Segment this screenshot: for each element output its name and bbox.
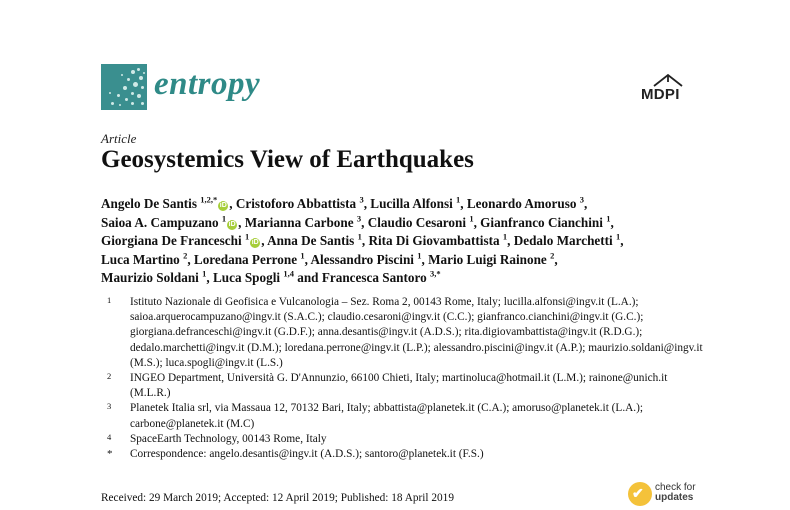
affiliation-text: Istituto Nazionale di Geofisica e Vulcanologia – Sez. Roma 2, 00143 Rome, Italy; lucilla.alfonsi@ingv.it (L.A.); saioa.arquerocampuzano@ingv.it (S.A.C.); claudio.cesaroni@ingv.it (C.C.); gianfranco.cianchini@ingv.it (G.C.); giorgiana.defranceschi@ingv.it (G.D.F.); anna.desantis@ingv.it (A.D.S.); rita.digiovambattista@ingv.it (R.D.G.); dedalo.marchetti@ingv.it (D.M.); loredana.perrone@ingv.it (L.P.); alessandro.piscini@ingv.it (A.P.); maurizio.soldani@ingv.it (M.S.); luca.spogli@ingv.it (L.S.): [130, 296, 703, 369]
author-name[interactable]: Gianfranco Cianchini: [480, 214, 603, 230]
author-affiliation-marker: 3,*: [430, 268, 441, 279]
received-line: Received: 29 March 2019; Accepted: 12 April 2019; Published: 18 April 2019: [101, 492, 454, 504]
check-icon: ✔: [628, 482, 652, 506]
logo-dot: [131, 102, 134, 105]
author-name[interactable]: Mario Luigi Rainone: [428, 251, 547, 267]
author-separator: ,: [261, 233, 268, 249]
author-affiliation-marker: 1: [616, 231, 621, 242]
author-separator: ,: [610, 214, 614, 230]
affiliation-item: [107, 447, 707, 462]
author-affiliation-marker: 1: [606, 213, 611, 224]
author-affiliation-marker: 1: [221, 213, 227, 224]
author-separator: ,: [421, 251, 429, 267]
author-separator: ,: [304, 251, 311, 267]
logo-dot: [111, 102, 114, 105]
logo-dot: [123, 86, 127, 90]
author-separator: and: [293, 270, 322, 286]
logo-dot: [137, 68, 140, 71]
author-affiliation-marker: 1: [502, 231, 508, 242]
author-separator: ,: [620, 233, 624, 249]
badge-line-2: updates: [655, 492, 694, 503]
publisher-name: MDPI: [641, 86, 680, 103]
orcid-icon[interactable]: iD: [219, 202, 227, 209]
logo-dot: [141, 102, 144, 105]
author-affiliation-marker: 1: [202, 268, 207, 279]
author-name[interactable]: Anna De Santis: [267, 233, 355, 249]
author-separator: ,: [460, 196, 467, 211]
affiliation-item: [107, 295, 707, 371]
author-name[interactable]: Loredana Perrone: [193, 251, 298, 267]
author-separator: ,: [583, 196, 588, 211]
author-affiliation-marker: 1: [469, 213, 474, 224]
article-type: Article: [101, 131, 137, 146]
author-affiliation-marker: 3: [356, 213, 362, 224]
author-name[interactable]: Marianna Carbone: [244, 214, 354, 230]
author-name[interactable]: Cristoforo Abbattista: [235, 196, 357, 211]
check-for-updates-badge[interactable]: [628, 480, 708, 510]
author-separator: ,: [363, 196, 371, 211]
logo-dot: [131, 92, 134, 95]
logo-dot: [119, 104, 121, 106]
author-name[interactable]: Lucilla Alfonsi: [370, 196, 453, 211]
author-affiliation-marker: 1: [244, 231, 250, 242]
affiliation-item: [107, 401, 707, 431]
affiliation-text: INGEO Department, Università G. D'Annunzio, 66100 Chieti, Italy; martinoluca@hotmail.it (L.M.); rainone@unich.it (M.L.R.): [130, 372, 668, 400]
author-name[interactable]: Rita Di Giovambattista: [368, 233, 500, 249]
logo-dot: [109, 92, 111, 94]
author-name[interactable]: Claudio Cesaroni: [367, 214, 467, 230]
logo-dot: [125, 98, 128, 101]
logo-dot: [117, 94, 120, 97]
logo-dot: [131, 70, 135, 74]
logo-dot: [133, 82, 138, 87]
logo-dot: [127, 78, 130, 81]
author-affiliation-marker: 1,4: [283, 268, 294, 279]
author-affiliation-marker: 2: [550, 250, 555, 261]
author-separator: ,: [554, 251, 558, 267]
author-affiliation-marker: 1: [417, 250, 422, 261]
affiliation-number: 4: [107, 431, 112, 442]
author-name[interactable]: Francesca Santoro: [321, 270, 427, 286]
author-separator: ,: [206, 270, 213, 286]
journal-logo: [101, 64, 147, 110]
author-separator: ,: [187, 251, 194, 267]
author-affiliation-marker: 1: [357, 231, 362, 242]
publisher-logo: [640, 72, 696, 108]
author-separator: ,: [361, 233, 369, 249]
logo-dot: [143, 72, 145, 74]
badge-line-1: check for: [655, 482, 696, 493]
author-separator: ,: [361, 214, 368, 230]
author-name[interactable]: Angelo De Santis: [101, 196, 197, 211]
author-name[interactable]: Luca Martino: [101, 251, 180, 267]
author-affiliation-marker: 2: [183, 250, 188, 261]
author-name[interactable]: Alessandro Piscini: [310, 251, 414, 267]
author-name[interactable]: Luca Spogli: [212, 270, 281, 286]
affiliation-number: 3: [107, 401, 112, 412]
author-list: [101, 195, 701, 288]
author-separator: ,: [507, 233, 514, 249]
author-name[interactable]: Giorgiana De Franceschi: [101, 233, 242, 249]
author-affiliation-marker: 1: [300, 250, 305, 261]
author-affiliation-marker: 1,2,*: [200, 194, 218, 205]
affiliation-number: *: [107, 448, 113, 461]
author-affiliation-marker: 1: [456, 194, 461, 205]
affiliation-text: SpaceEarth Technology, 00143 Rome, Italy: [130, 432, 327, 445]
logo-dot: [121, 74, 123, 76]
author-affiliation-marker: 3: [579, 194, 584, 205]
orcid-icon[interactable]: iD: [251, 239, 259, 247]
affiliation-list: [107, 295, 707, 462]
author-separator: ,: [229, 196, 236, 211]
author-name[interactable]: Dedalo Marchetti: [513, 233, 613, 249]
author-affiliation-marker: 3: [359, 194, 364, 205]
affiliation-text: Correspondence: angelo.desantis@ingv.it (A.D.S.); santoro@planetek.it (F.S.): [130, 448, 484, 461]
affiliation-item: [107, 432, 707, 447]
author-separator: ,: [238, 214, 245, 230]
orcid-icon[interactable]: iD: [228, 220, 236, 228]
author-separator: ,: [473, 214, 481, 230]
article-title: Geosystemics View of Earthquakes: [101, 146, 474, 173]
logo-dot: [141, 86, 144, 89]
affiliation-item: [107, 371, 707, 401]
affiliation-number: 2: [107, 371, 112, 382]
affiliation-text: Planetek Italia srl, via Massaua 12, 70132 Bari, Italy; abbattista@planetek.it (C.A.); amoruso@planetek.it (L.A.); carbone@planetek.it (M.C): [130, 402, 644, 430]
affiliation-number: 1: [107, 295, 112, 305]
check-for-updates-text: [655, 483, 696, 503]
logo-dot: [137, 94, 141, 98]
journal-name: entropy: [154, 66, 261, 102]
author-name[interactable]: Leonardo Amoruso: [466, 196, 577, 211]
author-name[interactable]: Saioa A. Campuzano: [101, 214, 219, 230]
logo-dot: [139, 76, 143, 80]
author-name[interactable]: Maurizio Soldani: [101, 270, 199, 286]
